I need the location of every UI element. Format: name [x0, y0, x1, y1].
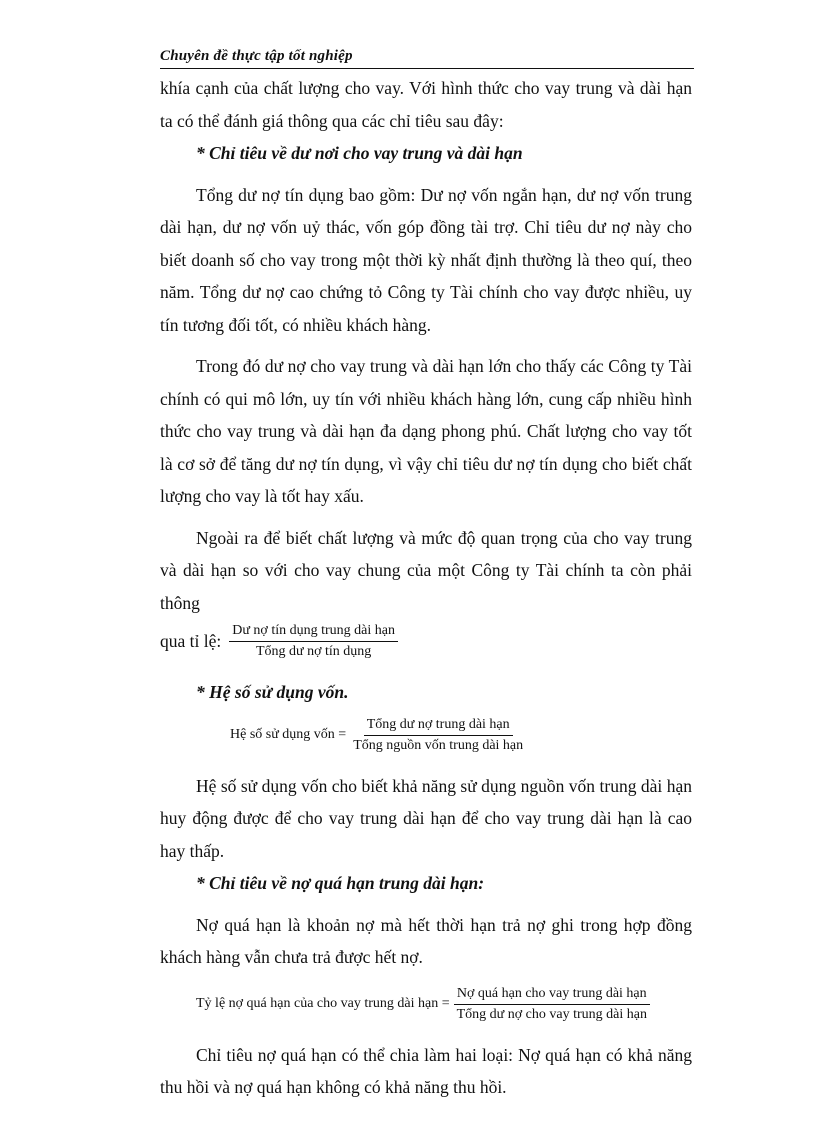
formula-overdue — [160, 984, 692, 1025]
heading-outstanding-loans: * Chỉ tiêu về dư nơi cho vay trung và dài hạn — [196, 143, 523, 163]
formula-ratio — [160, 621, 692, 662]
formula-ratio-fraction — [229, 621, 398, 662]
formula-overdue-lhs: Tỷ lệ nợ quá hạn của cho vay trung dài hạn = — [196, 996, 450, 1011]
paragraph-overdue-definition: Nợ quá hạn là khoản nợ mà hết thời hạn trả nợ ghi trong hợp đồng khách hàng vẫn chưa trả được hết nợ. — [160, 914, 692, 967]
formula-capital-use-denominator: Tổng nguồn vốn trung dài hạn — [353, 737, 524, 753]
page-header — [160, 44, 694, 69]
paragraph-intro: khía cạnh của chất lượng cho vay. Với hình thức cho vay trung và dài hạn ta có thể đánh giá thông qua các chỉ tiêu sau đây: — [160, 78, 692, 131]
paragraph-long-term-debt: Trong đó dư nợ cho vay trung và dài hạn lớn cho thấy các Công ty Tài chính có qui mô lớn, uy tín với nhiều khách hàng lớn, cung cấp nhiều hình thức cho vay trung và dài hạn đa dạng phong phú. Chất lượng cho vay tốt là cơ sở để tăng dư nợ tín dụng, vì vậy chỉ tiêu dư nợ tín dụng cho biết chất lượng cho vay là tốt hay xấu. — [160, 356, 692, 506]
formula-overdue-numerator: Nợ quá hạn cho vay trung dài hạn — [454, 984, 650, 1005]
formula-capital-use-lhs: Hệ số sử dụng vốn = — [230, 727, 347, 742]
paragraph-other: Ngoài ra để biết chất lượng và mức độ quan trọng của cho vay trung và dài hạn so với cho vay chung của một Công ty Tài chính ta còn phải thông — [160, 527, 692, 613]
document-body — [160, 72, 692, 1104]
heading-overdue: * Chỉ tiêu về nợ quá hạn trung dài hạn: — [196, 873, 485, 893]
formula-capital-use — [160, 715, 692, 756]
formula-overdue-fraction — [454, 984, 650, 1025]
paragraph-overdue-types: Chỉ tiêu nợ quá hạn có thể chia làm hai loại: Nợ quá hạn có khả năng thu hồi và nợ quá hạn không có khả năng thu hồi. — [160, 1044, 692, 1097]
formula-ratio-denominator: Tổng dư nợ tín dụng — [255, 644, 372, 659]
paragraph-total-debt: Tổng dư nợ tín dụng bao gồm: Dư nợ vốn ngắn hạn, dư nợ vốn trung dài hạn, dư nợ vốn uỷ thác, vốn góp đồng tài trợ. Chỉ tiêu dư nợ này cho biết doanh số cho vay trong một thời kỳ nhất định thường là theo quí, theo năm. Tổng dư nợ cao chứng tỏ Công ty Tài chính cho vay được nhiều, uy tín tương đối tốt, có nhiều khách hàng. — [160, 184, 692, 335]
paragraph-capital-use: Hệ số sử dụng vốn cho biết khả năng sử dụng nguồn vốn trung dài hạn huy động được để cho vay trung dài hạn để cho vay trung dài hạn là cao hay thấp. — [160, 775, 692, 861]
formula-ratio-label: qua tỉ lệ: — [160, 631, 222, 651]
formula-capital-use-numerator: Tổng dư nợ trung dài hạn — [364, 715, 513, 736]
formula-capital-use-fraction — [350, 715, 526, 756]
formula-overdue-denominator: Tổng dư nợ cho vay trung dài hạn — [456, 1006, 647, 1022]
formula-ratio-numerator: Dư nợ tín dụng trung dài hạn — [229, 621, 398, 642]
header-title: Chuyên đề thực tập tốt nghiệp — [160, 48, 353, 64]
heading-capital-use: * Hệ số sử dụng vốn. — [196, 682, 349, 702]
